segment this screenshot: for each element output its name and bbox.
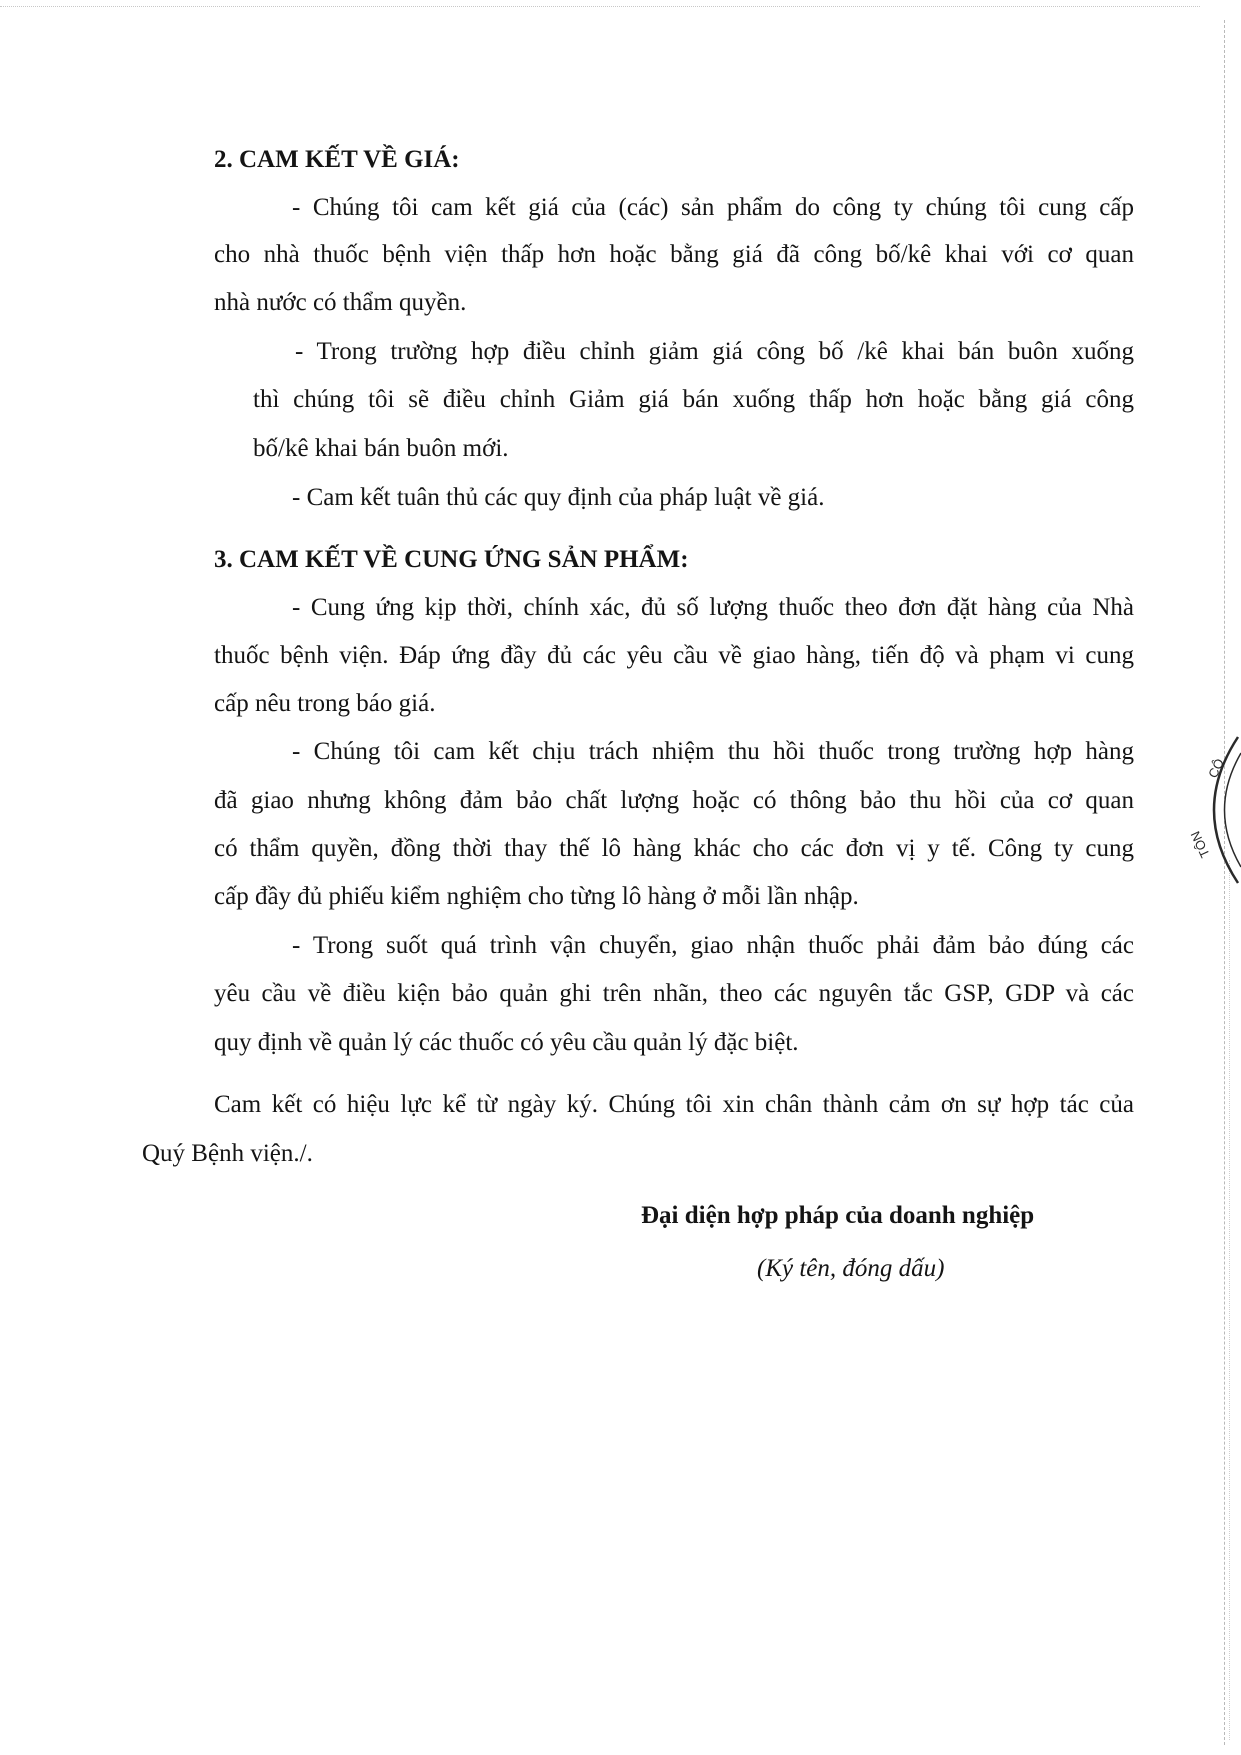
section-2-line-2: cho nhà thuốc bệnh viện thấp hơn hoặc bằng giá đã công bố/kê khai với cơ quan (214, 241, 1134, 268)
section-3-line-3: cấp nêu trong báo giá. (214, 690, 436, 717)
section-2-line-6: bố/kê khai bán buôn mới. (253, 435, 509, 462)
section-3-line-1: - Cung ứng kịp thời, chính xác, đủ số lượng thuốc theo đơn đặt hàng của Nhà (292, 594, 1134, 621)
signature-title: Đại diện hợp pháp của doanh nghiệp (641, 1202, 1035, 1229)
signature-note: (Ký tên, đóng dấu) (757, 1255, 945, 1282)
stamp-text-top: CÔ (1205, 756, 1227, 781)
section-3-heading: 3. CAM KẾT VỀ CUNG ỨNG SẢN PHẨM: (214, 546, 689, 573)
stamp-fragment (1186, 735, 1241, 885)
section-3-line-2: thuốc bệnh viện. Đáp ứng đầy đủ các yêu cầu về giao hàng, tiến độ và phạm vi cung (214, 642, 1134, 669)
section-3-line-10: quy định về quản lý các thuốc có yêu cầu quản lý đặc biệt. (214, 1029, 799, 1056)
section-3-line-7: cấp đầy đủ phiếu kiểm nghiệm cho từng lô hàng ở mỗi lần nhập. (214, 883, 859, 910)
section-2-line-5: thì chúng tôi sẽ điều chỉnh Giảm giá bán xuống thấp hơn hoặc bằng giá công (253, 386, 1134, 413)
section-2-heading: 2. CAM KẾT VỀ GIÁ: (214, 146, 460, 173)
section-3-line-8: - Trong suốt quá trình vận chuyển, giao nhận thuốc phải đảm bảo đúng các (292, 932, 1134, 959)
section-3-line-9: yêu cầu về điều kiện bảo quản ghi trên nhãn, theo các nguyên tắc GSP, GDP và các (214, 980, 1134, 1007)
stamp-inner-arc (1225, 753, 1241, 867)
section-3-line-4: - Chúng tôi cam kết chịu trách nhiệm thu hồi thuốc trong trường hợp hàng (292, 738, 1134, 765)
scan-top-edge (0, 6, 1200, 7)
scan-right-edge-inner (1229, 860, 1230, 1740)
section-3-line-5: đã giao nhưng không đảm bảo chất lượng hoặc có thông bảo thu hồi của cơ quan (214, 787, 1134, 814)
closing-line-1: Cam kết có hiệu lực kể từ ngày ký. Chúng tôi xin chân thành cảm ơn sự hợp tác của (214, 1091, 1134, 1118)
stamp-text-bottom: TÔN (1187, 828, 1213, 861)
section-2-line-4: - Trong trường hợp điều chỉnh giảm giá công bố /kê khai bán buôn xuống (295, 338, 1134, 365)
section-3-line-6: có thẩm quyền, đồng thời thay thế lô hàng khác cho các đơn vị y tế. Công ty cung (214, 835, 1134, 862)
closing-line-2: Quý Bệnh viện./. (142, 1140, 313, 1167)
section-2-line-3: nhà nước có thẩm quyền. (214, 289, 467, 316)
section-2-line-7: - Cam kết tuân thủ các quy định của pháp luật về giá. (292, 484, 825, 511)
section-2-line-1: - Chúng tôi cam kết giá của (các) sản phẩm do công ty chúng tôi cung cấp (292, 194, 1134, 221)
